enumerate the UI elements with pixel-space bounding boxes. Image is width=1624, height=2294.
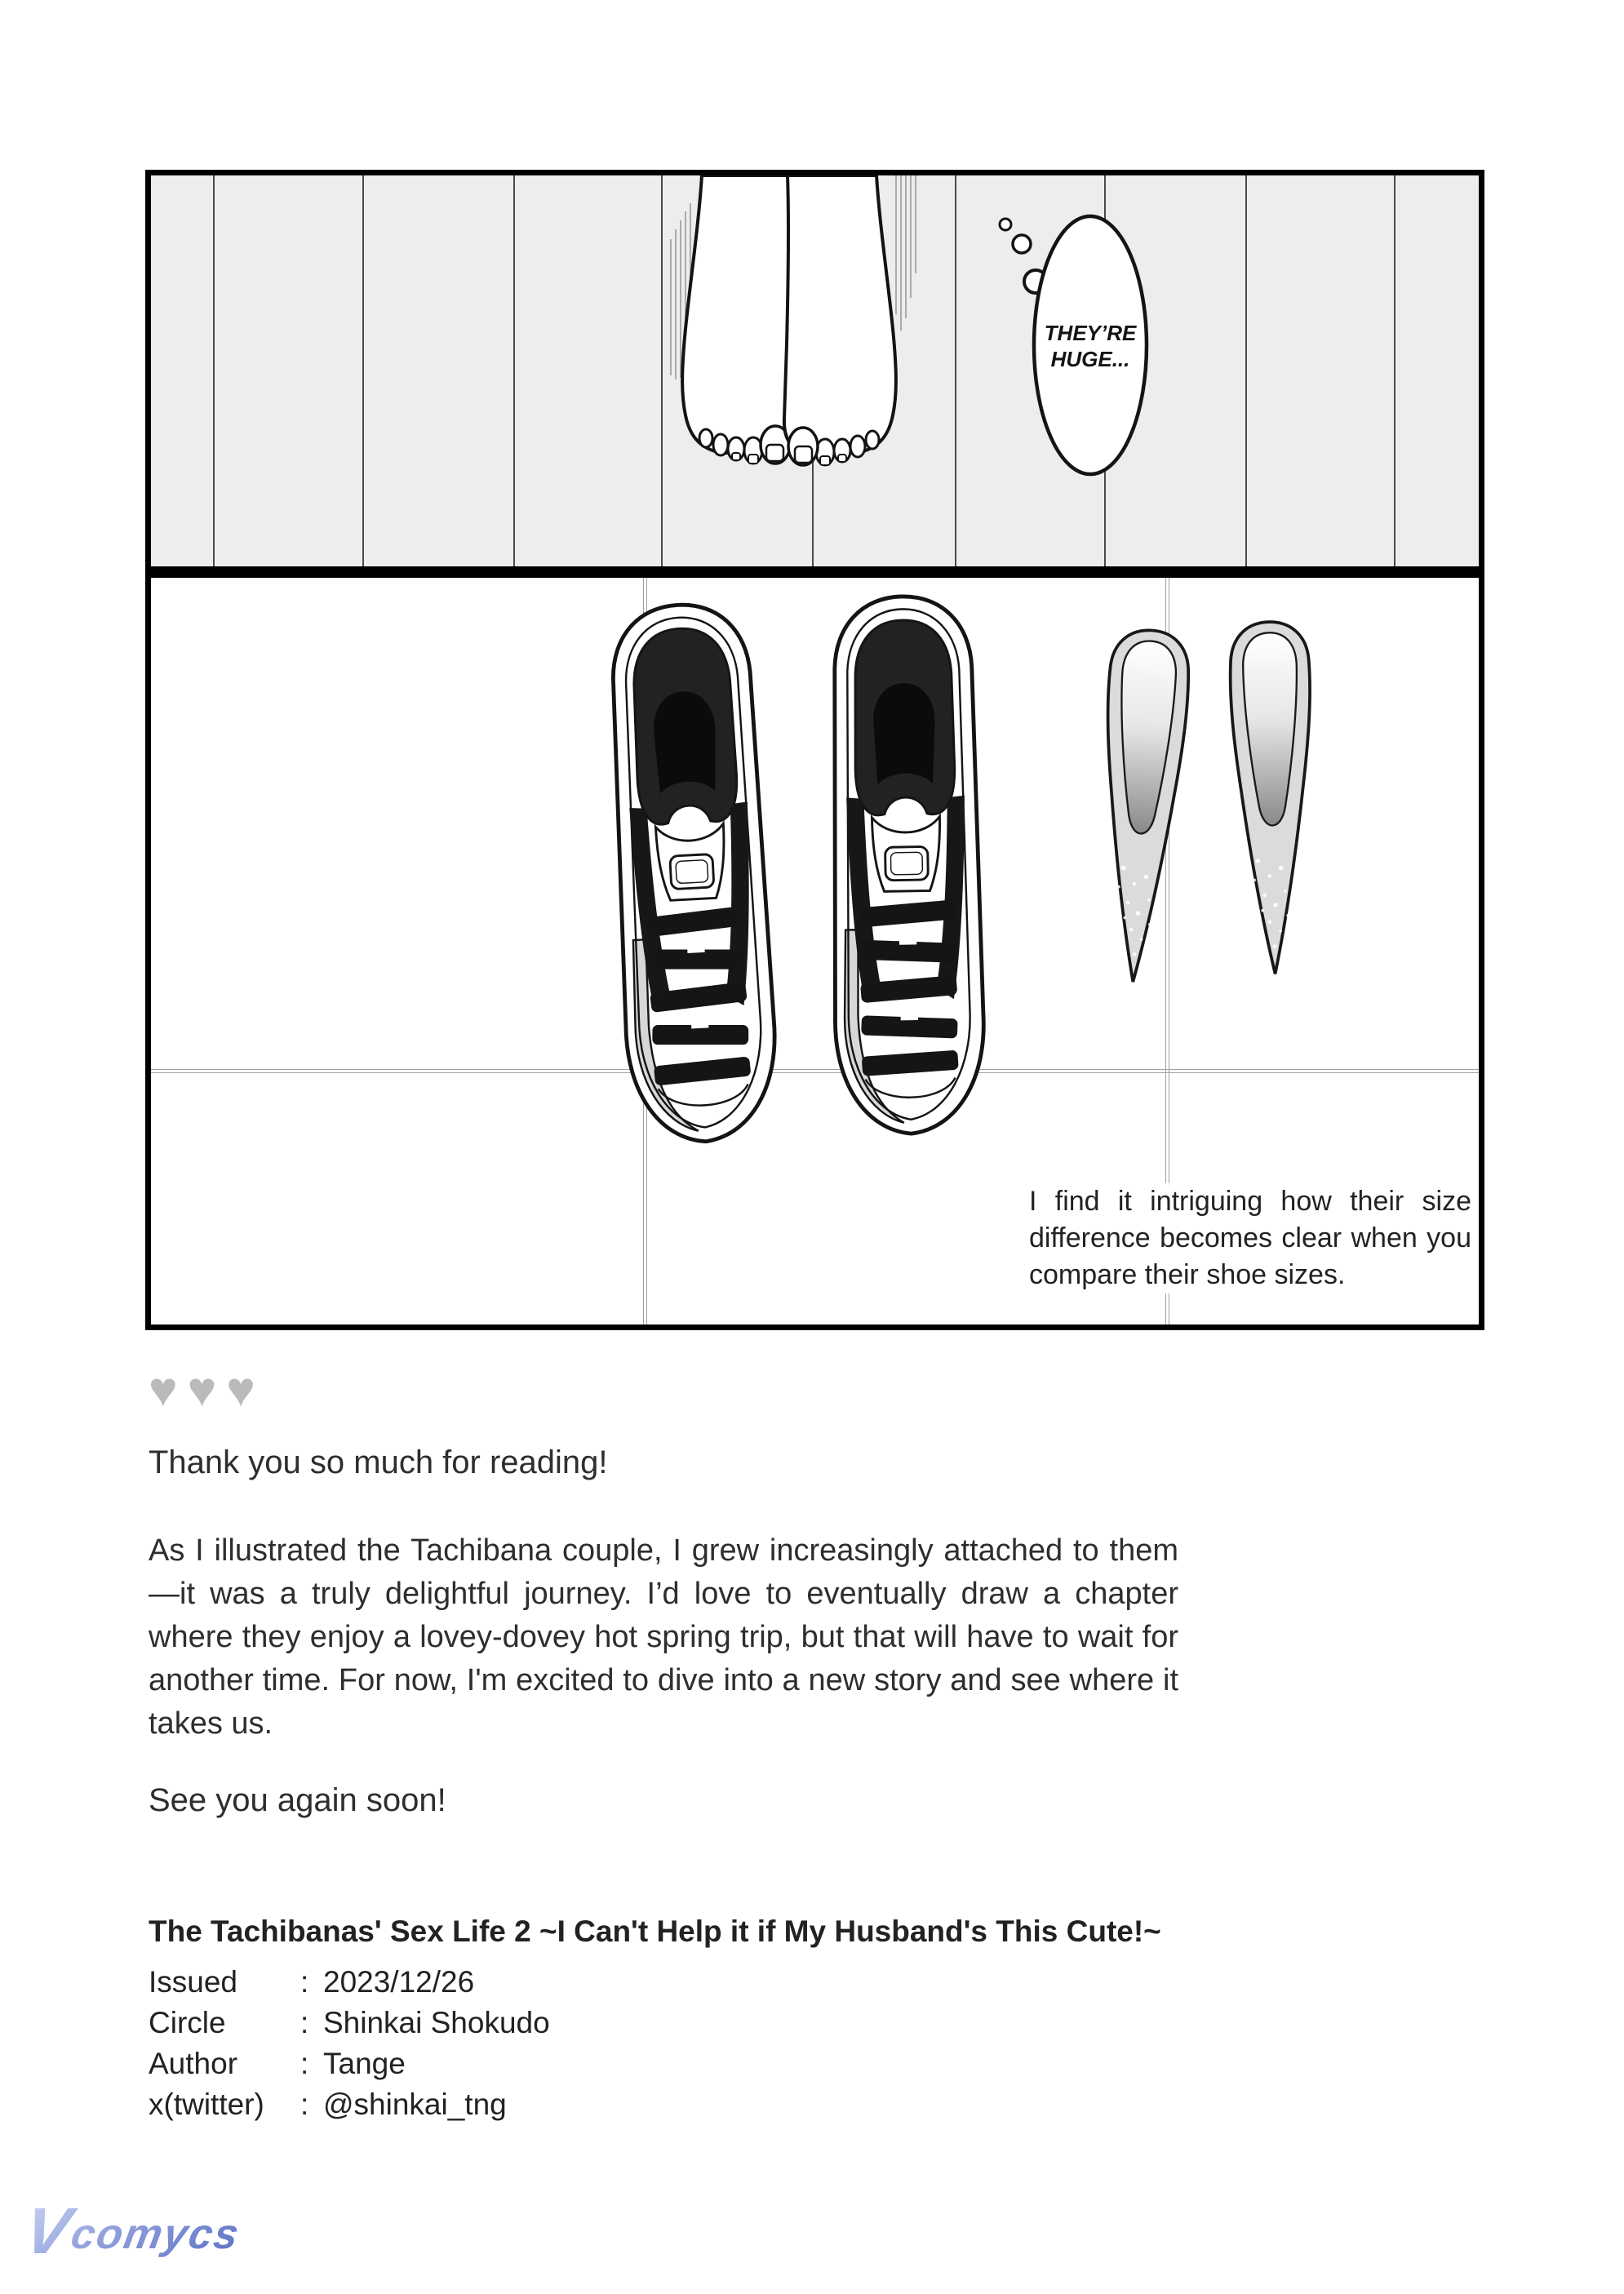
credit-value: Tange	[323, 2047, 406, 2080]
thought-bubble	[983, 200, 1159, 490]
vcomycs-watermark-logo	[18, 2191, 245, 2268]
flat-shoe-left	[1070, 612, 1213, 1018]
left-foot	[682, 175, 794, 464]
floorboard-line	[1245, 175, 1247, 566]
afterword-paragraph: As I illustrated the Tachibana couple, I grew increasingly attached to them—it was a truly delightful journey. I’d love to eventually draw a chapter where they enjoy a lovey-dovey hot spring trip, but that will have to wait for another time. For now, I'm excited to dive into a new story and see where it takes us.	[149, 1533, 1178, 1741]
bubble-text-line2: HUGE...	[1050, 347, 1130, 371]
panel-wooden-floor	[145, 170, 1484, 572]
floorboard-line	[213, 175, 215, 566]
floorboard-line	[1394, 175, 1395, 566]
credit-label: x(twitter)	[149, 2088, 264, 2121]
credit-separator: :	[300, 1965, 309, 1999]
bare-feet-illustration	[654, 175, 925, 469]
watermark-letters-rest: comycs	[67, 2211, 244, 2258]
credit-row	[149, 1962, 1161, 2003]
credit-separator: :	[300, 2088, 309, 2121]
sneaker-left	[587, 588, 797, 1160]
credit-label: Circle	[149, 2006, 226, 2039]
credit-row	[149, 2084, 1161, 2125]
tile-grout-horizontal	[151, 1069, 1479, 1073]
watermark-letter-v: V	[18, 2191, 80, 2268]
credit-rows	[149, 1962, 1161, 2125]
floorboard-line	[362, 175, 364, 566]
sneaker-right	[811, 583, 1002, 1149]
thank-you-text: Thank you so much for reading!	[149, 1444, 608, 1480]
right-foot	[784, 175, 896, 465]
credits-block	[149, 1915, 1161, 2125]
floorboard-line	[955, 175, 956, 566]
bubble-text-line1: THEY’RE	[1044, 321, 1137, 345]
book-title: The Tachibanas' Sex Life 2 ~I Can't Help it if My Husband's This Cute!~	[149, 1915, 1161, 1948]
credit-separator: :	[300, 2047, 309, 2080]
flat-shoe-right	[1208, 606, 1338, 1009]
credit-separator: :	[300, 2006, 309, 2039]
credit-value: 2023/12/26	[323, 1965, 475, 1999]
panel-tiled-floor	[145, 572, 1484, 1330]
credit-label: Issued	[149, 1965, 238, 1999]
panel-caption: I find it intriguing how their size difference becomes clear when you compare their shoe sizes.	[1029, 1183, 1471, 1293]
hearts-icon: ♥♥♥	[149, 1362, 265, 1417]
credit-value: Shinkai Shokudo	[323, 2006, 550, 2039]
floorboard-line	[513, 175, 515, 566]
credit-row	[149, 2043, 1161, 2084]
credit-row	[149, 2003, 1161, 2043]
credit-value: @shinkai_tng	[323, 2088, 507, 2121]
see-you-text: See you again soon!	[149, 1782, 446, 1818]
credit-label: Author	[149, 2047, 238, 2080]
